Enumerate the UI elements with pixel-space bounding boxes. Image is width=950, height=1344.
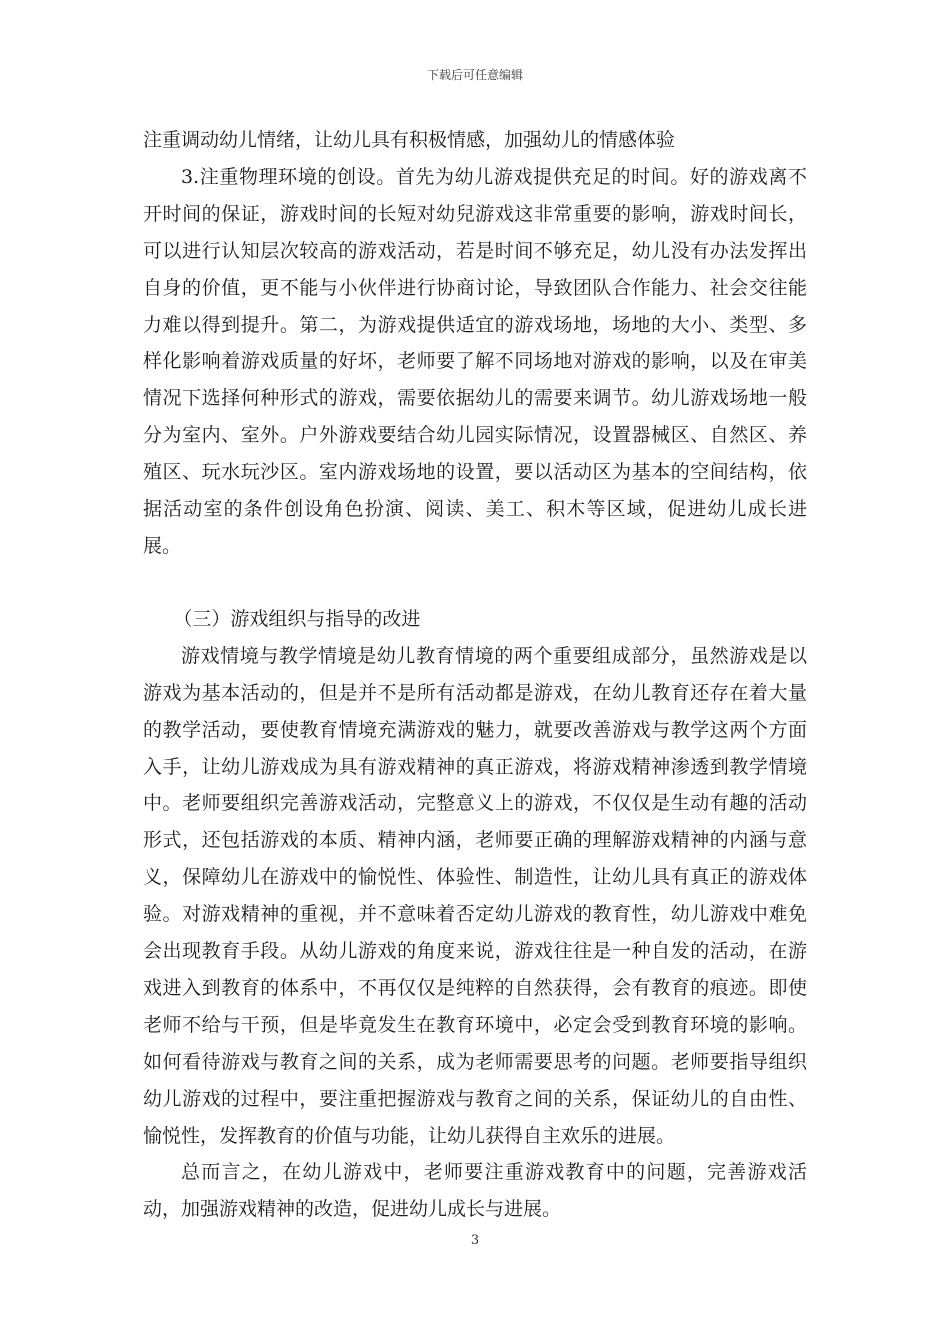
section-heading: （三）游戏组织与指导的改进 xyxy=(173,607,421,630)
paragraph-continuation: 注重调动幼儿情绪，让幼儿具有积极情感，加强幼儿的情感体验 xyxy=(143,129,676,151)
document-body xyxy=(143,122,807,1228)
paragraph-conclusion: 总而言之，在幼儿游戏中，老师要注重游戏教育中的问题，完善游戏活动，加强游戏精神的改造，促进幼儿成长与进展。 xyxy=(143,1161,807,1221)
page-header: 下载后可任意编辑 xyxy=(426,68,523,82)
page-number: 3 xyxy=(470,1233,480,1248)
paragraph-physical-environment: 3.注重物理环境的创设。首先为幼儿游戏提供充足的时间。好的游戏离不开时间的保证，游戏时间的长短对幼兒游戏这非常重要的影响，游戏时间长，可以进行认知层次较高的游戏活动，若是时间不够充足，幼儿没有办法发挥出自身的价值，更不能与小伙伴进行协商讨论，导致团队合作能力、社会交往能力难以得到提升。第二，为游戏提供适宜的游戏场地，场地的大小、类型、多样化影响着游戏质量的好坏，老师要了解不同场地对游戏的影响，以及在审美情况下选择何种形式的游戏，需要依据幼儿的需要来调节。幼儿游戏场地一般分为室内、室外。户外游戏要结合幼儿园实际情况，设置器械区、自然区、养殖区、玩水玩沙区。室内游戏场地的设置，要以活动区为基本的空间结构，依据活动室的条件创设角色扮演、阅读、美工、积木等区域，促进幼儿成长进展。 xyxy=(143,165,807,557)
paragraph-game-organization: 游戏情境与教学情境是幼儿教育情境的两个重要组成部分，虽然游戏是以游戏为基本活动的，但是并不是所有活动都是游戏，在幼儿教育还存在着大量的教学活动，要使教育情境充满游戏的魅力，就要改善游戏与教学这两个方面入手，让幼儿游戏成为具有游戏精神的真正游戏，将游戏精神渗透到教学情境中。老师要组织完善游戏活动，完整意义上的游戏，不仅仅是生动有趣的活动形式，还包括游戏的本质、精神内涵，老师要正确的理解游戏精神的内涵与意义，保障幼儿在游戏中的愉悦性、体验性、制造性，让幼儿具有真正的游戏体验。对游戏精神的重视，并不意味着否定幼儿游戏的教育性，幼儿游戏中难免会出现教育手段。从幼儿游戏的角度来说，游戏往往是一种自发的活动，在游戏进入到教育的体系中，不再仅仅是纯粹的自然获得，会有教育的痕迹。即使老师不给与干预，但是毕竟发生在教育环境中，必定会受到教育环境的影响。如何看待游戏与教育之间的关系，成为老师需要思考的问题。老师要指导组织幼儿游戏的过程中，要注重把握游戏与教育之间的关系，保证幼儿的自由性、愉悦性，发挥教育的价值与功能，让幼儿获得自主欢乐的进展。 xyxy=(143,644,807,1147)
